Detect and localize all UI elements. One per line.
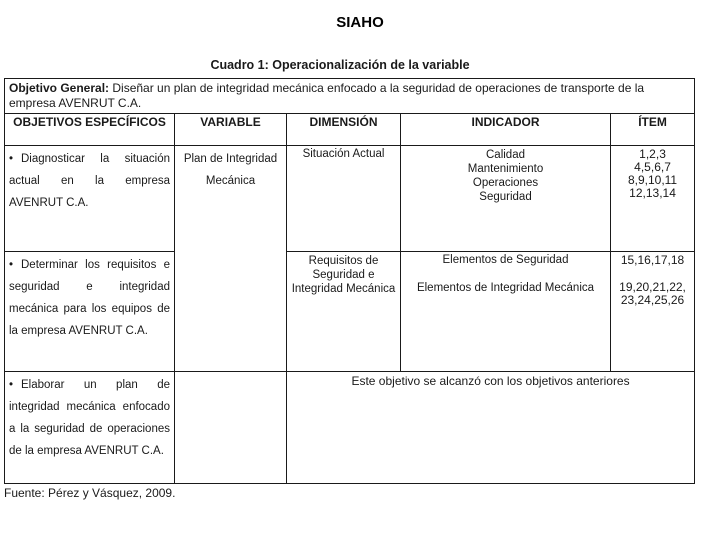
table-row — [5, 372, 695, 484]
header-row — [5, 114, 695, 146]
header-dimension: DIMENSIÓN — [287, 114, 401, 146]
general-objective — [5, 79, 695, 114]
bullet-icon: • — [9, 153, 14, 165]
objective-cell — [5, 252, 175, 372]
note-cell: Este objetivo se alcanzó con los objetivos anteriores — [287, 372, 695, 484]
table-caption: Cuadro 1: Operacionalización de la variable — [210, 58, 470, 72]
indicator: Operaciones — [472, 177, 539, 189]
indicator: Calidad — [486, 149, 525, 161]
header-item: ÍTEM — [611, 114, 695, 146]
table-row — [5, 252, 695, 372]
variable-cell: Plan de Integridad Mecánica — [175, 146, 287, 372]
header-variable: VARIABLE — [175, 114, 287, 146]
objective-cell — [5, 372, 175, 484]
general-objective-row — [5, 79, 695, 114]
item-value: 4,5,6,7 — [634, 160, 671, 174]
bullet-icon: • — [9, 379, 14, 391]
item-cell — [611, 146, 695, 252]
indicator-cell — [401, 252, 611, 372]
page-title: SIAHO — [336, 14, 384, 31]
item-value: 12,13,14 — [629, 186, 676, 200]
indicator-cell — [401, 146, 611, 252]
header-indicador: INDICADOR — [401, 114, 611, 146]
indicator: Elementos de Seguridad — [442, 254, 569, 266]
operationalization-table — [4, 78, 695, 484]
objective-cell — [5, 146, 175, 252]
indicator: Seguridad — [479, 191, 532, 203]
variable-empty-cell — [175, 372, 287, 484]
dimension-cell: Requisitos de Seguridad e Integridad Mecánica — [287, 252, 401, 372]
general-objective-text: Diseñar un plan de integridad mecánica enfocado a la seguridad de operaciones de transporte de la empresa AVENRUT C.A. — [9, 81, 645, 110]
item-value: 1,2,3 — [639, 147, 666, 161]
objective-text: Elaborar un plan de integridad mecánica enfocado a la seguridad de operaciones de la empresa AVENRUT C.A. — [9, 379, 170, 457]
objective-text: Diagnosticar la situación actual en la empresa AVENRUT C.A. — [9, 153, 170, 209]
objective-text: Determinar los requisitos e seguridad e integridad mecánica para los equipos de la empresa AVENRUT C.A. — [9, 259, 170, 337]
bullet-icon: • — [9, 259, 14, 271]
indicator: Elementos de Integridad Mecánica — [416, 282, 595, 294]
item-cell — [611, 252, 695, 372]
header-objetivos: OBJETIVOS ESPECÍFICOS — [5, 114, 175, 146]
item-value: 15,16,17,18 — [620, 253, 685, 267]
item-value: 19,20,21,22, — [619, 280, 686, 294]
dimension-cell: Situación Actual — [287, 146, 401, 252]
indicator: Mantenimiento — [467, 163, 544, 175]
table-row — [5, 146, 695, 252]
item-value: 8,9,10,11 — [627, 173, 678, 187]
item-value: 23,24,25,26 — [620, 293, 685, 307]
general-objective-label: Objetivo General: — [9, 81, 110, 95]
source-note: Fuente: Pérez y Vásquez, 2009. — [4, 486, 176, 500]
